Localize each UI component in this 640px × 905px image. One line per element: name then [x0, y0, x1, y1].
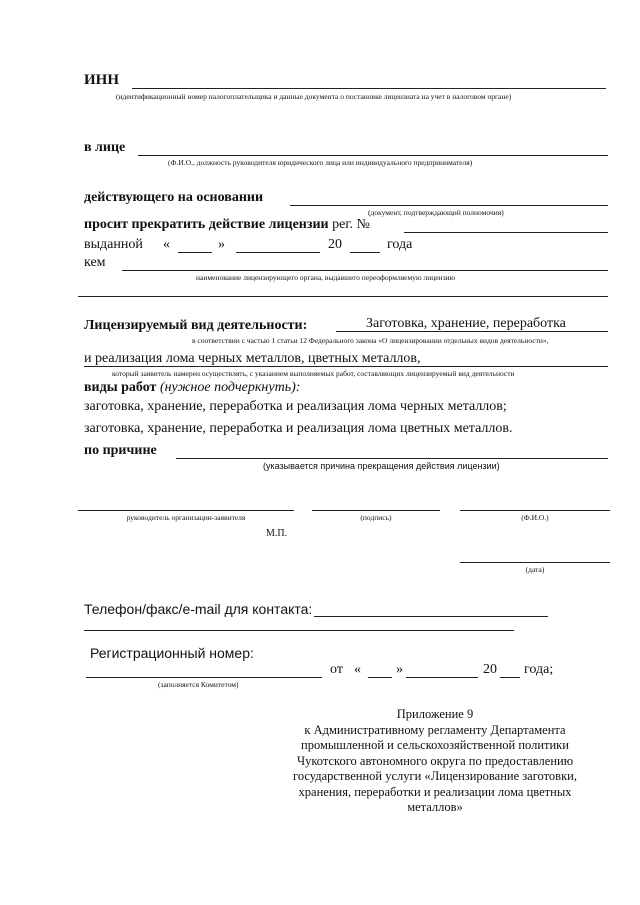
vydannoy-open-quote: «	[163, 237, 170, 252]
vydannoy-year-field[interactable]	[350, 252, 380, 253]
reason-label: по причине	[84, 443, 157, 458]
appendix-line: хранения, переработки и реализации лома цветных	[298, 784, 572, 799]
registration-ot: от	[330, 662, 343, 677]
vydannoy-close-quote: »	[218, 237, 225, 252]
prosit-line	[84, 217, 370, 233]
vydannoy-year-suffix: года	[387, 237, 413, 252]
activity-value-part2: и реализация лома черных металлов, цветных металлов,	[84, 351, 421, 366]
activity-field-1[interactable]	[336, 331, 608, 332]
contact-field[interactable]	[314, 616, 548, 617]
inn-caption: (идентификационный номер налогоплательщика и данные документа о постановке лицензиата на учет в налоговом органе)	[116, 92, 512, 101]
registration-year-suffix: года;	[524, 662, 554, 677]
fio-field[interactable]	[460, 510, 610, 511]
signature-field[interactable]	[312, 510, 440, 511]
registration-year-field[interactable]	[500, 677, 520, 678]
registration-day-field[interactable]	[368, 677, 392, 678]
appendix-line: Чукотского автономного округа по предоставлению	[296, 753, 574, 768]
v-lice-caption: (Ф.И.О., должность руководителя юридического лица или индивидуального предпринимателя)	[168, 158, 473, 167]
reason-caption: (указывается причина прекращения действия лицензии)	[263, 461, 500, 471]
registration-month-field[interactable]	[406, 677, 478, 678]
osnovanie-caption: (документ, подтверждающий полномочия)	[368, 208, 504, 217]
appendix-line: Приложение 9	[396, 707, 474, 721]
registration-close-quote: »	[396, 662, 403, 677]
contact-field-extra[interactable]	[84, 630, 514, 631]
signature-caption: (подпись)	[360, 513, 392, 522]
v-lice-label: в лице	[84, 140, 126, 155]
fio-caption: (Ф.И.О.)	[521, 513, 549, 522]
activity-value-part1: Заготовка, хранение, переработка	[366, 316, 566, 331]
reason-field[interactable]	[176, 458, 608, 459]
registration-open-quote: «	[354, 662, 361, 677]
inn-label: ИНН	[84, 72, 120, 88]
appendix-line: государственной услуги «Лицензирование заготовки,	[293, 769, 577, 783]
appendix-line: металлов»	[407, 800, 463, 814]
work-types-label: виды работ	[84, 380, 157, 395]
appendix-line: промышленной и сельскохозяйственной политики	[301, 738, 569, 752]
osnovanie-label: действующего на основании	[84, 190, 264, 205]
vydannoy-year-prefix: 20	[328, 237, 342, 252]
date-field[interactable]	[460, 562, 610, 563]
vydannoy-day-field[interactable]	[178, 252, 212, 253]
registration-label: Регистрационный номер:	[90, 645, 254, 661]
activity-field-2[interactable]	[84, 366, 608, 367]
vydannoy-label: выданной	[84, 237, 143, 252]
reg-number-label: рег. №	[332, 217, 370, 232]
work-types-heading	[84, 380, 300, 396]
contact-label: Телефон/факс/e-mail для контакта:	[84, 601, 313, 617]
stamp-place-label: М.П.	[266, 528, 288, 539]
head-signature-field[interactable]	[78, 510, 294, 511]
registration-year-prefix: 20	[483, 662, 497, 677]
activity-label: Лицензируемый вид деятельности:	[84, 318, 308, 333]
v-lice-field[interactable]	[138, 155, 608, 156]
inn-field[interactable]	[132, 88, 606, 89]
work-type-option-ferrous[interactable]: заготовка, хранение, переработка и реализация лома черных металлов;	[84, 399, 507, 414]
prosit-label: просит прекратить действие лицензии	[84, 217, 329, 232]
registration-caption: (заполняется Комитетом)	[158, 680, 239, 689]
date-caption: (дата)	[525, 565, 545, 574]
work-type-option-nonferrous[interactable]: заготовка, хранение, переработка и реализация лома цветных металлов.	[84, 421, 513, 436]
registration-number-field[interactable]	[86, 677, 322, 678]
work-types-hint: (нужное подчеркнуть):	[159, 380, 301, 395]
kem-field[interactable]	[122, 270, 608, 271]
activity-caption-2: который заявитель намерен осуществлять, с указанием выполняемых работ, составляющих лицензируемый вид деятельности	[112, 369, 515, 378]
kem-label: кем	[84, 255, 106, 270]
reg-number-field[interactable]	[404, 232, 608, 233]
appendix-block	[280, 707, 590, 816]
activity-caption-1: в соответствии с частью 1 статьи 12 Федерального закона «О лицензировании отдельных видов деятельности»,	[192, 336, 549, 345]
kem-caption: наименование лицензирующего органа, выдавшего переоформляемую лицензию	[196, 273, 456, 282]
appendix-line: к Административному регламенту Департамента	[304, 722, 566, 737]
vydannoy-month-field[interactable]	[236, 252, 320, 253]
kem-field-extra[interactable]	[78, 296, 608, 297]
osnovanie-field[interactable]	[290, 205, 608, 206]
head-signature-caption: руководитель организации-заявителя	[126, 513, 246, 522]
